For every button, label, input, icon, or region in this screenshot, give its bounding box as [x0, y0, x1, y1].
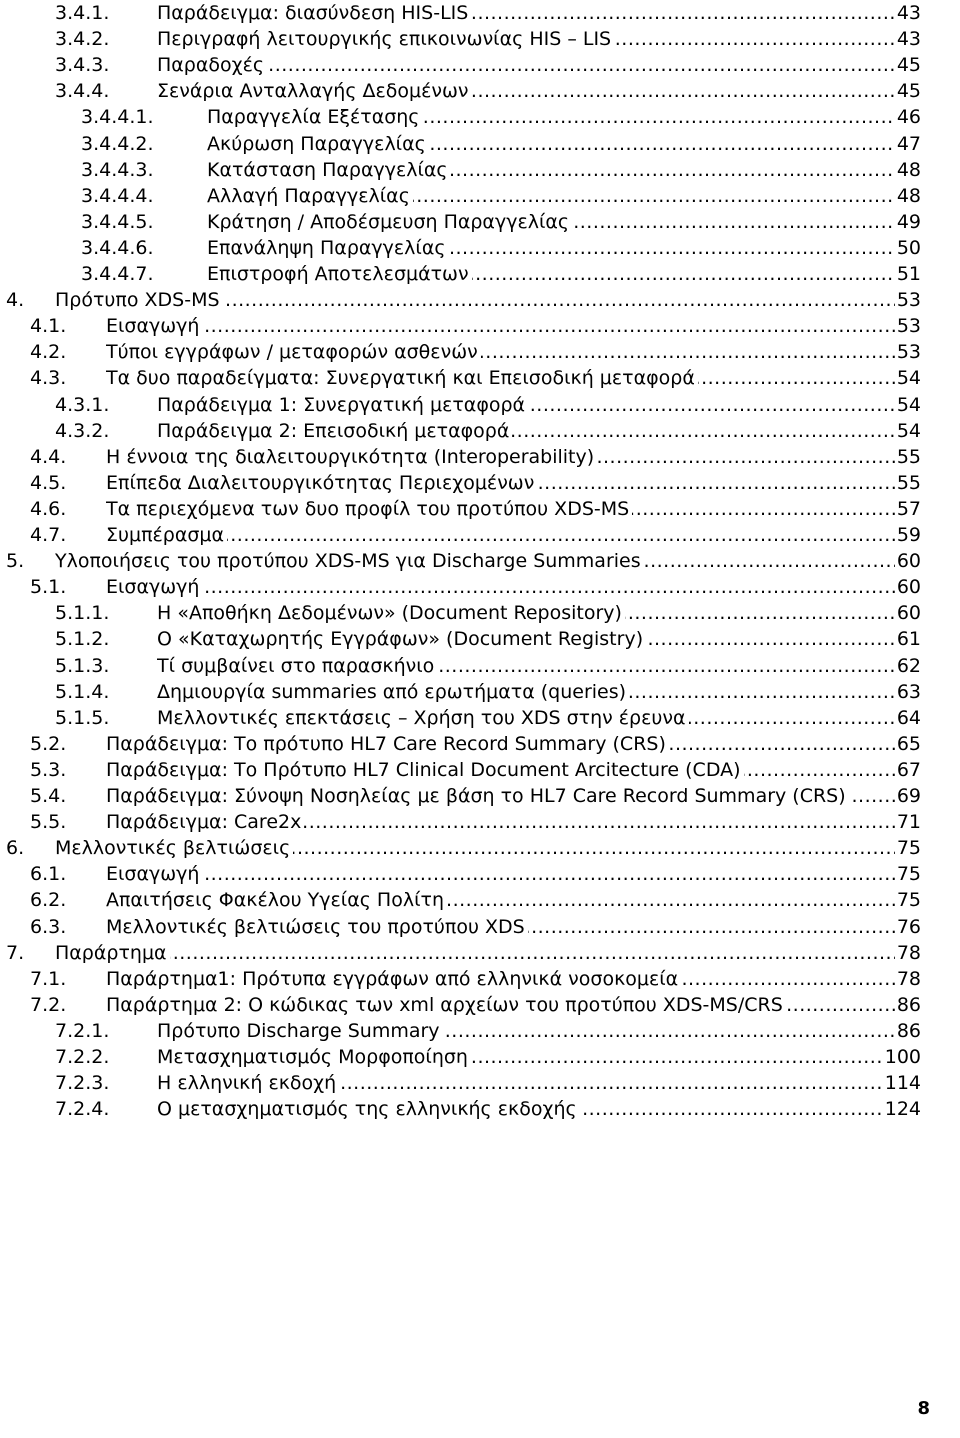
toc-entry-number: 6.3. — [30, 916, 67, 938]
toc-entry-number: 5.1.1. — [55, 602, 110, 624]
toc-entry-title: Συμπέρασμα — [106, 524, 227, 546]
toc-entry-page: 62 — [896, 655, 921, 677]
toc-entry[interactable] — [0, 235, 921, 261]
toc-entry-page: 55 — [896, 472, 921, 494]
toc-entry[interactable] — [0, 966, 921, 992]
toc-entry-leader — [106, 339, 921, 365]
toc-entry-title: Επανάληψη Παραγγελίας — [207, 237, 449, 259]
toc-entry[interactable] — [0, 783, 921, 809]
toc-entry-page: 86 — [896, 1020, 921, 1042]
toc-entry[interactable] — [0, 339, 921, 365]
toc-entry[interactable] — [0, 157, 921, 183]
toc-entry[interactable] — [0, 522, 921, 548]
toc-entry-title: Παράδειγμα: διασύνδεση HIS-LIS — [157, 2, 471, 24]
toc-entry-number: 6.1. — [30, 863, 67, 885]
toc-entry[interactable] — [0, 1070, 921, 1096]
toc-entry-number: 6. — [6, 837, 25, 859]
toc-entry-number: 5.1.5. — [55, 707, 110, 729]
toc-entry-leader — [55, 548, 921, 574]
toc-entry-number: 7.2.2. — [55, 1046, 110, 1068]
toc-entry-number: 4. — [6, 289, 25, 311]
toc-entry-page: 47 — [896, 133, 921, 155]
toc-entry-page: 60 — [896, 550, 921, 572]
toc-entry-page: 55 — [896, 446, 921, 468]
toc-entry-title: Αλλαγή Παραγγελίας — [207, 185, 413, 207]
toc-entry-title: Ο μετασχηματισμός της ελληνικής εκδοχής — [157, 1098, 580, 1120]
toc-entry[interactable] — [0, 444, 921, 470]
toc-entry-page: 124 — [884, 1098, 921, 1120]
toc-entry-page: 65 — [896, 733, 921, 755]
toc-entry-leader — [157, 52, 921, 78]
toc-entry-leader — [106, 861, 921, 887]
toc-entry-number: 4.6. — [30, 498, 67, 520]
toc-entry-title: Η ελληνική εκδοχή — [157, 1072, 339, 1094]
toc-entry-leader — [55, 835, 921, 861]
toc-entry-number: 5.4. — [30, 785, 67, 807]
toc-entry-title: Η «Αποθήκη Δεδομένων» (Document Repository) — [157, 602, 625, 624]
toc-entry-title: Κράτηση / Αποδέσμευση Παραγγελίας — [207, 211, 572, 233]
toc-entry-page: 78 — [896, 968, 921, 990]
toc-entry-title: Παράδειγμα: Σύνοψη Νοσηλείας με βάση το HL7 Care Record Summary (CRS) — [106, 785, 849, 807]
toc-entry-title: Κατάσταση Παραγγελίας — [207, 159, 451, 181]
toc-entry[interactable] — [0, 914, 921, 940]
toc-entry-title: Μελλοντικές βελτιώσεις — [55, 837, 293, 859]
toc-entry-title: Παράδειγμα: Το Πρότυπο HL7 Clinical Document Arcitecture (CDA) — [106, 759, 744, 781]
toc-entry-title: Παραγγελία Εξέτασης — [207, 106, 422, 128]
toc-entry-number: 3.4.4.1. — [81, 106, 154, 128]
toc-entry-leader — [207, 261, 921, 287]
toc-entry-number: 3.4.3. — [55, 54, 110, 76]
toc-entry-page: 43 — [896, 28, 921, 50]
toc-entry-number: 4.2. — [30, 341, 67, 363]
toc-entry-number: 3.4.4.4. — [81, 185, 154, 207]
toc-entry-leader — [207, 209, 921, 235]
toc-entry-number: 7. — [6, 942, 25, 964]
toc-entry[interactable] — [0, 861, 921, 887]
toc-entry-page: 100 — [884, 1046, 921, 1068]
toc-entry[interactable] — [0, 78, 921, 104]
toc-entry-leader — [157, 392, 921, 418]
toc-entry-page: 54 — [896, 367, 921, 389]
toc-entry[interactable] — [0, 0, 921, 26]
toc-entry-number: 5.1.2. — [55, 628, 110, 650]
toc-entry-number: 5. — [6, 550, 25, 572]
toc-entry-number: 7.1. — [30, 968, 67, 990]
toc-entry-leader — [55, 940, 921, 966]
toc-entry-leader — [106, 365, 921, 391]
toc-entry-leader — [106, 783, 921, 809]
toc-entry-leader — [106, 887, 921, 913]
toc-entry-page: 76 — [896, 916, 921, 938]
toc-entry-leader — [106, 522, 921, 548]
toc-entry-title: Απαιτήσεις Φακέλου Υγείας Πολίτη — [106, 889, 447, 911]
toc-entry-number: 4.5. — [30, 472, 67, 494]
toc-entry[interactable] — [0, 261, 921, 287]
toc-entry[interactable] — [0, 131, 921, 157]
toc-entry[interactable] — [0, 104, 921, 130]
toc-entry[interactable] — [0, 705, 921, 731]
toc-entry-page: 48 — [896, 185, 921, 207]
toc-entry-leader — [106, 809, 921, 835]
toc-entry-page: 75 — [896, 863, 921, 885]
toc-entry-page: 50 — [896, 237, 921, 259]
toc-entry-title: Πρότυπο Discharge Summary — [157, 1020, 443, 1042]
toc-entry-leader — [106, 914, 921, 940]
toc-entry-page: 60 — [896, 576, 921, 598]
toc-entry-leader — [207, 104, 921, 130]
toc-entry-number: 5.1. — [30, 576, 67, 598]
toc-entry[interactable] — [0, 626, 921, 652]
toc-entry-leader — [207, 235, 921, 261]
toc-entry-leader — [106, 444, 921, 470]
toc-entry[interactable] — [0, 392, 921, 418]
toc-entry-leader — [157, 26, 921, 52]
toc-entry-page: 53 — [896, 341, 921, 363]
toc-entry-title: Η έννοια της διαλειτουργικότητα (Interoperability) — [106, 446, 597, 468]
toc-entry-leader — [157, 705, 921, 731]
toc-entry-title: Δημιουργία summaries από ερωτήματα (queries) — [157, 681, 629, 703]
toc-entry-page: 54 — [896, 420, 921, 442]
toc-entry-page: 75 — [896, 837, 921, 859]
toc-entry-page: 53 — [896, 289, 921, 311]
toc-entry[interactable] — [0, 1096, 921, 1122]
toc-entry-leader — [106, 496, 921, 522]
toc-entry[interactable] — [0, 183, 921, 209]
toc-entry[interactable] — [0, 809, 921, 835]
toc-entry-title: Περιγραφή λειτουργικής επικοινωνίας HIS – LIS — [157, 28, 614, 50]
toc-entry-number: 7.2.3. — [55, 1072, 110, 1094]
toc-entry-page: 51 — [896, 263, 921, 285]
toc-entry-page: 75 — [896, 889, 921, 911]
toc-entry-title: Ο «Καταχωρητής Εγγράφων» (Document Registry) — [157, 628, 646, 650]
toc-entry-leader — [106, 992, 921, 1018]
toc-entry-number: 6.2. — [30, 889, 67, 911]
toc-entry-title: Τα δυο παραδείγματα: Συνεργατική και Επεισοδική μεταφορά — [106, 367, 698, 389]
toc-entry-leader — [157, 1070, 921, 1096]
toc-entry-title: Παράρτημα — [55, 942, 170, 964]
toc-entry[interactable] — [0, 548, 921, 574]
toc-entry[interactable] — [0, 365, 921, 391]
toc-entry-title: Επιστροφή Αποτελεσμάτων — [207, 263, 472, 285]
toc-entry[interactable] — [0, 418, 921, 444]
toc-entry-number: 5.3. — [30, 759, 67, 781]
toc-entry-title: Παράδειγμα: Care2x — [106, 811, 304, 833]
toc-entry-page: 63 — [896, 681, 921, 703]
toc-entry-title: Μελλοντικές βελτιώσεις του προτύπου XDS — [106, 916, 528, 938]
toc-entry[interactable] — [0, 26, 921, 52]
toc-entry-page: 53 — [896, 315, 921, 337]
toc-entry-page: 48 — [896, 159, 921, 181]
toc-entry-title: Εισαγωγή — [106, 315, 202, 337]
toc-entry-number: 7.2. — [30, 994, 67, 1016]
toc-entry-page: 43 — [896, 2, 921, 24]
toc-entry-page: 64 — [896, 707, 921, 729]
toc-entry-leader — [106, 313, 921, 339]
toc-entry[interactable] — [0, 600, 921, 626]
toc-entry-title: Τα περιεχόμενα των δυο προφίλ του προτύπου XDS-MS — [106, 498, 632, 520]
toc-entry-number: 5.1.4. — [55, 681, 110, 703]
toc-entry[interactable] — [0, 496, 921, 522]
toc-entry-leader — [207, 183, 921, 209]
toc-entry-leader — [207, 157, 921, 183]
toc-entry-title: Μελλοντικές επεκτάσεις – Χρήση του XDS στην έρευνα — [157, 707, 689, 729]
toc-entry-title: Πρότυπο XDS-MS — [55, 289, 223, 311]
toc-entry-leader — [106, 470, 921, 496]
toc-entry-number: 3.4.4.5. — [81, 211, 154, 233]
toc-entry-page: 69 — [896, 785, 921, 807]
toc-entry-page: 45 — [896, 54, 921, 76]
toc-entry[interactable] — [0, 731, 921, 757]
toc-entry-number: 3.4.4.6. — [81, 237, 154, 259]
toc-entry-leader — [106, 731, 921, 757]
toc-entry-leader — [157, 679, 921, 705]
toc-entry[interactable] — [0, 209, 921, 235]
toc-entry-number: 4.7. — [30, 524, 67, 546]
toc-entry[interactable] — [0, 887, 921, 913]
toc-entry-leader — [106, 966, 921, 992]
toc-entry-leader — [157, 1018, 921, 1044]
toc-entry-number: 4.4. — [30, 446, 67, 468]
page-number: 8 — [917, 1398, 930, 1419]
toc-entry-number: 4.3.1. — [55, 394, 110, 416]
toc-entry-number: 7.2.1. — [55, 1020, 110, 1042]
toc-entry-page: 61 — [896, 628, 921, 650]
toc-entry-title: Ακύρωση Παραγγελίας — [207, 133, 429, 155]
toc-entry-leader — [55, 287, 921, 313]
toc-entry-title: Παραδοχές — [157, 54, 267, 76]
toc-entry-title: Μετασχηματισμός Μορφοποίηση — [157, 1046, 471, 1068]
toc-entry[interactable] — [0, 757, 921, 783]
toc-entry-leader — [207, 131, 921, 157]
toc-entry-number: 5.1.3. — [55, 655, 110, 677]
toc-entry-leader — [157, 418, 921, 444]
toc-entry-number: 5.2. — [30, 733, 67, 755]
toc-entry-page: 45 — [896, 80, 921, 102]
toc-entry-title: Παράρτημα1: Πρότυπα εγγράφων από ελληνικά νοσοκομεία — [106, 968, 681, 990]
toc-entry-page: 114 — [884, 1072, 921, 1094]
toc-entry-page: 71 — [896, 811, 921, 833]
toc-entry-title: Παράδειγμα 2: Επεισοδική μεταφορά — [157, 420, 512, 442]
toc-entry-title: Τύποι εγγράφων / μεταφορών ασθενών — [106, 341, 481, 363]
toc-entry-title: Παράδειγμα: Το πρότυπο HL7 Care Record Summary (CRS) — [106, 733, 669, 755]
toc-entry-page: 46 — [896, 106, 921, 128]
toc-entry-title: Υλοποιήσεις του προτύπου XDS-MS για Discharge Summaries — [55, 550, 644, 572]
toc-entry-leader — [157, 626, 921, 652]
toc-entry-leader — [157, 653, 921, 679]
toc-entry[interactable] — [0, 313, 921, 339]
toc-entry-number: 3.4.2. — [55, 28, 110, 50]
toc-entry-leader — [157, 0, 921, 26]
toc-entry-page: 78 — [896, 942, 921, 964]
toc-entry[interactable] — [0, 574, 921, 600]
toc-entry[interactable] — [0, 992, 921, 1018]
toc-entry-number: 3.4.4.7. — [81, 263, 154, 285]
toc-entry-number: 4.3.2. — [55, 420, 110, 442]
toc-entry-title: Επίπεδα Διαλειτουργικότητας Περιεχομένων — [106, 472, 537, 494]
toc-entry-number: 4.3. — [30, 367, 67, 389]
toc-entry-leader — [106, 757, 921, 783]
toc-entry-number: 7.2.4. — [55, 1098, 110, 1120]
toc-entry[interactable] — [0, 653, 921, 679]
toc-entry[interactable] — [0, 835, 921, 861]
toc-entry-number: 3.4.1. — [55, 2, 110, 24]
toc-entry-number: 3.4.4. — [55, 80, 110, 102]
toc-entry-number: 4.1. — [30, 315, 67, 337]
toc-entry-page: 86 — [896, 994, 921, 1016]
toc-entry[interactable] — [0, 470, 921, 496]
toc-entry-title: Εισαγωγή — [106, 576, 202, 598]
toc-entry-number: 3.4.4.3. — [81, 159, 154, 181]
toc-entry-title: Εισαγωγή — [106, 863, 202, 885]
toc-entry[interactable] — [0, 679, 921, 705]
toc-entry-title: Τί συμβαίνει στο παρασκήνιο — [157, 655, 437, 677]
toc-entry-page: 60 — [896, 602, 921, 624]
toc-entry-page: 59 — [896, 524, 921, 546]
toc-entry-page: 67 — [896, 759, 921, 781]
toc-entry-title: Παράρτημα 2: Ο κώδικας των xml αρχείων του προτύπου XDS-MS/CRS — [106, 994, 786, 1016]
toc-entry-page: 57 — [896, 498, 921, 520]
toc-entry[interactable] — [0, 287, 921, 313]
toc-entry-title: Παράδειγμα 1: Συνεργατική μεταφορά — [157, 394, 528, 416]
toc-entry[interactable] — [0, 1044, 921, 1070]
toc-entry-leader — [157, 1096, 921, 1122]
toc-entry-leader — [106, 574, 921, 600]
toc-entry-number: 3.4.4.2. — [81, 133, 154, 155]
toc-entry-page: 54 — [896, 394, 921, 416]
toc-entry-leader — [157, 600, 921, 626]
toc-entry-page: 49 — [896, 211, 921, 233]
toc-entry-leader — [157, 78, 921, 104]
toc-entry[interactable] — [0, 940, 921, 966]
toc-entry-number: 5.5. — [30, 811, 67, 833]
toc-entry-title: Σενάρια Ανταλλαγής Δεδομένων — [157, 80, 472, 102]
toc-entry[interactable] — [0, 52, 921, 78]
toc-entry[interactable] — [0, 1018, 921, 1044]
toc-entry-leader — [157, 1044, 921, 1070]
